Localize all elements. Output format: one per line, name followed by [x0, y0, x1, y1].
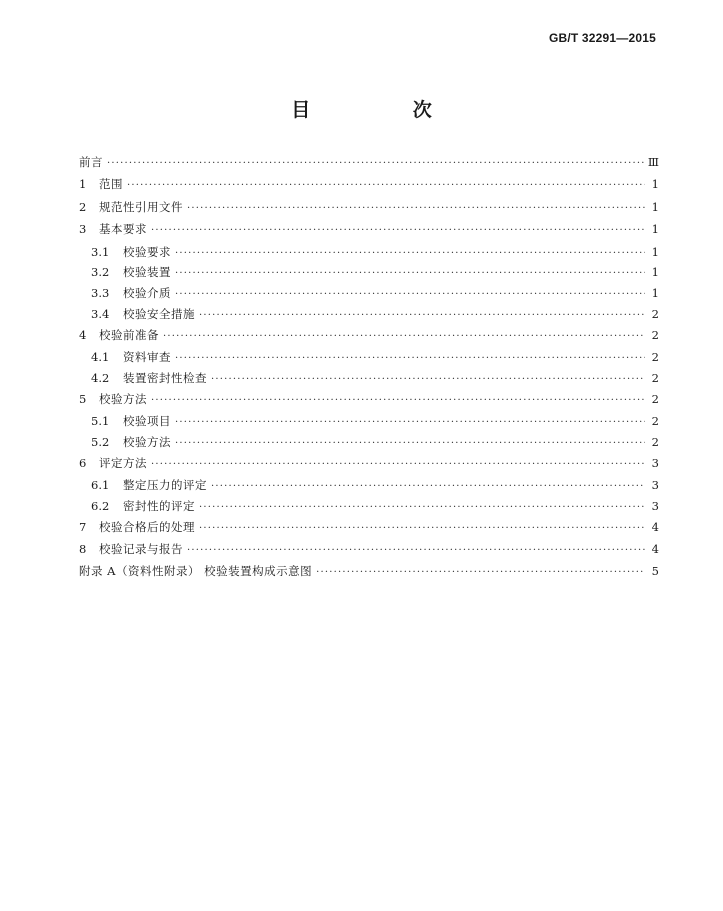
toc-entry-3-1[interactable]: 3.1 校验要求 ····· 1: [79, 244, 659, 265]
standard-number: GB/T 32291—2015: [548, 31, 656, 45]
toc-entry-3-4[interactable]: 3.4 校验安全措施 ····· 2: [79, 306, 659, 327]
toc-entry-2[interactable]: 2 规范性引用文件 ····· 1: [79, 199, 659, 221]
toc-entry-5[interactable]: 5 校验方法 ····· 2: [79, 391, 659, 413]
toc-entry-4-2[interactable]: 4.2 装置密封性检查 ····· 2: [79, 370, 659, 391]
toc-entry-5-2[interactable]: 5.2 校验方法 ····· 2: [79, 434, 659, 455]
toc-entry-3[interactable]: 3 基本要求 ····· 1: [79, 221, 659, 243]
toc-entry-3-2[interactable]: 3.2 校验装置 ····· 1: [79, 264, 659, 285]
toc-entry-8[interactable]: 8 校验记录与报告 ····· 4: [79, 541, 659, 563]
toc-entry-3-3[interactable]: 3.3 校验介质 ····· 1: [79, 285, 659, 306]
page-title: 目 次: [291, 99, 480, 121]
toc-entry-6[interactable]: 6 评定方法 ····· 3: [79, 455, 659, 477]
toc-entry-1[interactable]: 1 范围 ····· 1: [79, 176, 659, 198]
table-of-contents: [79, 154, 659, 586]
toc-entry-4[interactable]: 4 校验前准备 ····· 2: [79, 327, 659, 349]
toc-entry-foreword[interactable]: 前言 ····· Ⅲ: [79, 154, 659, 176]
toc-entry-appendix-a[interactable]: 附录 A（资料性附录） 校验装置构成示意图 ····· 5: [79, 563, 659, 585]
toc-entry-4-1[interactable]: 4.1 资料审查 ····· 2: [79, 349, 659, 370]
toc-entry-5-1[interactable]: 5.1 校验项目 ····· 2: [79, 413, 659, 434]
toc-entry-6-2[interactable]: 6.2 密封性的评定 ····· 3: [79, 498, 659, 519]
toc-entry-6-1[interactable]: 6.1 整定压力的评定 ····· 3: [79, 477, 659, 498]
toc-entry-7[interactable]: 7 校验合格后的处理 ····· 4: [79, 519, 659, 541]
